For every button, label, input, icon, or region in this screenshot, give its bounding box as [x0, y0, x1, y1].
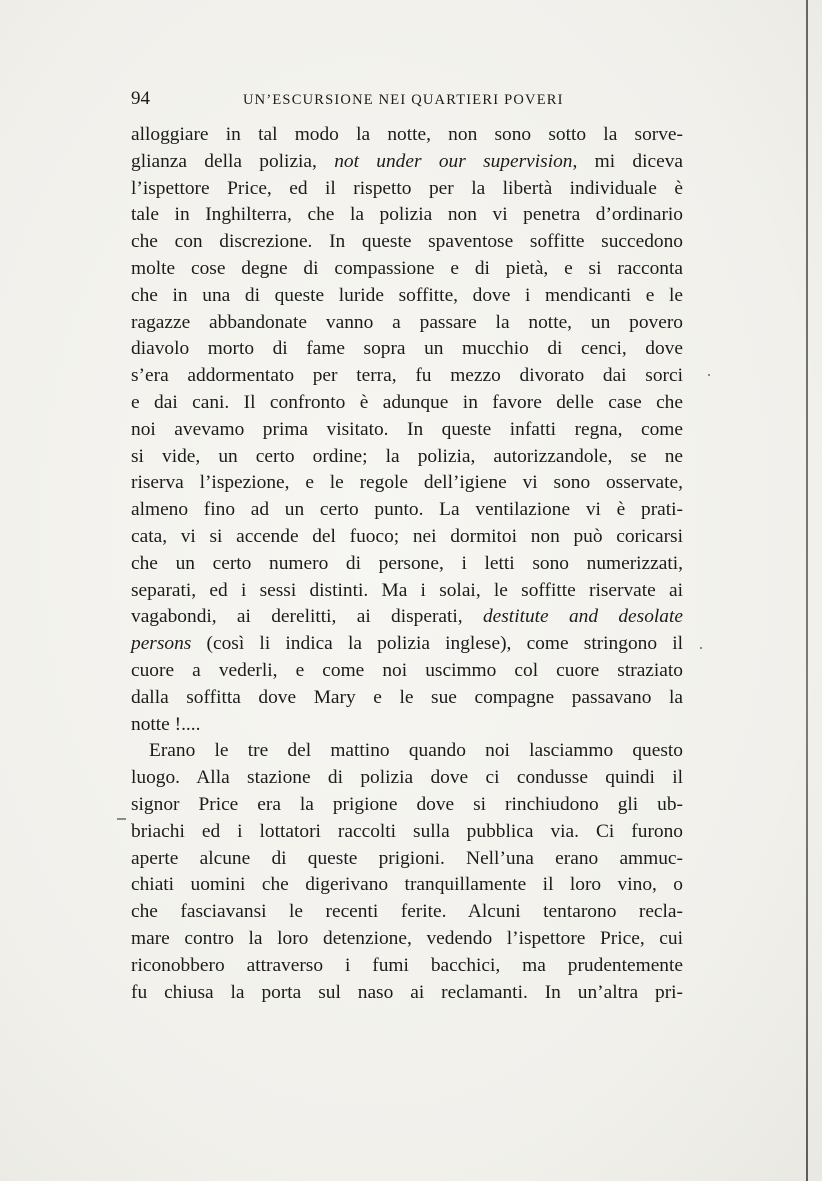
scan-speck — [117, 818, 126, 820]
text-segment: e dai cani. Il confronto è adunque in favore delle case che — [131, 391, 683, 413]
text-line — [131, 685, 683, 712]
text-segment: cata, vi si accende del fuoco; nei dormitoi non può coricarsi — [131, 525, 683, 547]
text-segment: notte !.... — [131, 713, 201, 735]
running-head: UN’ESCURSIONE NEI QUARTIERI POVERI — [243, 92, 564, 108]
text-segment: che in una di queste luride soffitte, dove i mendicanti e le — [131, 284, 683, 306]
text-segment: noi avevamo prima visitato. In queste infatti regna, come — [131, 418, 683, 440]
page-number: 94 — [131, 88, 150, 109]
text-segment: che fasciavansi le recenti ferite. Alcuni tentarono recla- — [131, 901, 683, 923]
text-line — [131, 122, 683, 149]
text-segment: chiati uomini che digerivano tranquillamente il loro vino, o — [131, 874, 683, 896]
italic-phrase: destitute and desolate — [482, 606, 683, 628]
italic-phrase: persons — [131, 633, 192, 655]
text-segment: tale in Inghilterra, che la polizia non vi penetra d’ordinario — [131, 204, 683, 226]
text-line — [131, 202, 683, 229]
text-line — [131, 899, 683, 926]
text-segment: , mi diceva — [572, 150, 684, 172]
text-line — [131, 336, 683, 363]
text-segment: ragazze abbandonate vanno a passare la notte, un povero — [131, 311, 683, 333]
text-line — [131, 283, 683, 310]
text-line — [131, 524, 683, 551]
text-segment: mare contro la loro detenzione, vedendo l’ispettore Price, cui — [131, 927, 683, 949]
text-segment: signor Price era la prigione dove si rinchiudono gli ub- — [131, 793, 683, 815]
text-line — [131, 578, 683, 605]
text-line — [131, 444, 683, 471]
text-line — [131, 417, 683, 444]
text-segment: almeno fino ad un certo punto. La ventilazione vi è prati- — [131, 499, 683, 521]
text-segment: dalla soffitta dove Mary e le sue compagne passavano la — [131, 686, 683, 708]
scan-speck — [708, 374, 710, 376]
text-line — [131, 176, 683, 203]
text-segment: Erano le tre del mattino quando noi lasciammo questo — [149, 740, 683, 762]
text-line — [131, 390, 683, 417]
text-line — [131, 819, 683, 846]
text-line — [131, 149, 683, 176]
text-segment: si vide, un certo ordine; la polizia, autorizzandole, se ne — [131, 445, 683, 467]
body-text — [131, 122, 683, 1006]
italic-phrase: not under our supervision — [334, 150, 573, 172]
text-line — [131, 604, 683, 631]
text-line — [131, 765, 683, 792]
text-segment: vagabondi, ai derelitti, ai disperati, — [131, 606, 483, 628]
text-line — [131, 658, 683, 685]
text-line — [131, 631, 683, 658]
page-edge-shadow — [806, 0, 808, 1181]
text-segment: alloggiare in tal modo la notte, non sono sotto la sorve- — [131, 124, 683, 145]
scan-speck — [700, 647, 702, 649]
text-line — [131, 926, 683, 953]
text-line — [131, 256, 683, 283]
text-segment: separati, ed i sessi distinti. Ma i solai, le soffitte riservate ai — [131, 579, 683, 601]
text-segment: riconobbero attraverso i fumi bacchici, ma prudentemente — [131, 954, 683, 976]
text-line — [131, 229, 683, 256]
text-line — [131, 712, 683, 739]
text-segment: diavolo morto di fame sopra un mucchio di cenci, dove — [131, 338, 683, 360]
text-segment: (così li indica la polizia inglese), come stringono il — [191, 633, 683, 655]
text-line — [131, 363, 683, 390]
text-segment: s’era addormentato per terra, fu mezzo divorato dai sorci — [131, 365, 683, 387]
text-segment: che con discrezione. In queste spaventose soffitte succedono — [131, 231, 683, 253]
text-line — [131, 738, 683, 765]
text-segment: glianza della polizia, — [131, 150, 335, 172]
text-segment: luogo. Alla stazione di polizia dove ci condusse quindi il — [131, 767, 683, 789]
text-line — [131, 497, 683, 524]
text-line — [131, 792, 683, 819]
text-segment: riserva l’ispezione, e le regole dell’igiene vi sono osservate, — [131, 472, 683, 494]
text-line — [131, 980, 683, 1007]
text-segment: molte cose degne di compassione e di pietà, e si racconta — [131, 257, 683, 279]
text-segment: fu chiusa la porta sul naso ai reclamanti. In un’altra pri- — [131, 981, 683, 1003]
page-header — [131, 86, 601, 112]
text-line — [131, 846, 683, 873]
text-segment: briachi ed i lottatori raccolti sulla pubblica via. Ci furono — [131, 820, 683, 842]
text-segment: che un certo numero di persone, i letti sono numerizzati, — [131, 552, 683, 574]
text-line — [131, 551, 683, 578]
text-line — [131, 470, 683, 497]
text-segment: cuore a vederli, e come noi uscimmo col cuore straziato — [131, 659, 683, 681]
text-segment: l’ispettore Price, ed il rispetto per la libertà individuale è — [131, 177, 683, 199]
text-line — [131, 310, 683, 337]
text-line — [131, 872, 683, 899]
text-line — [131, 953, 683, 980]
text-segment: aperte alcune di queste prigioni. Nell’una erano ammuc- — [131, 847, 683, 869]
